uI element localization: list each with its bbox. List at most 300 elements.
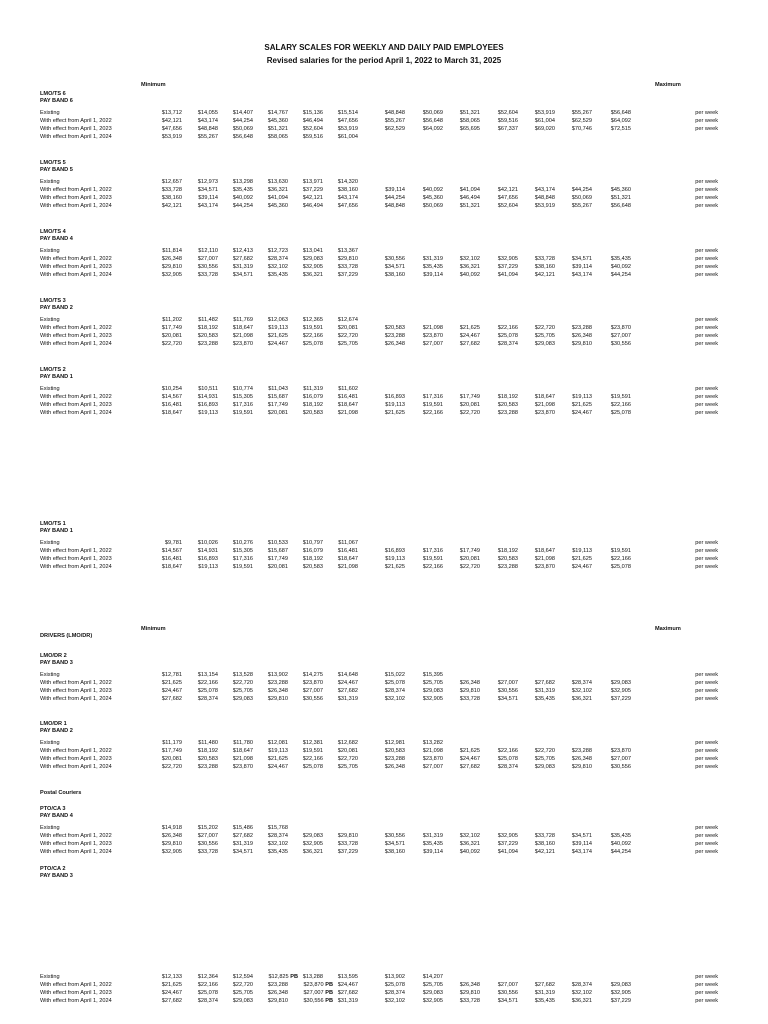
salary-value: $43,174 [197, 203, 218, 209]
salary-value: $12,594 [232, 974, 253, 980]
salary-value: $14,931 [197, 394, 218, 400]
salary-value: $22,720 [161, 764, 182, 770]
salary-value: $13,288 [302, 974, 323, 980]
salary-value: $23,288 [267, 982, 288, 988]
salary-value: $29,083 [534, 764, 555, 770]
salary-value: $62,529 [384, 126, 405, 132]
salary-value: $36,321 [267, 187, 288, 193]
per-week-label: per week [695, 556, 718, 562]
salary-value: $35,435 [534, 696, 555, 702]
salary-value: $39,114 [423, 272, 443, 278]
salary-value: $23,870 [422, 333, 443, 339]
per-week-label: per week [695, 341, 718, 347]
salary-value: $62,529 [571, 118, 592, 124]
salary-value: $11,769 [233, 317, 253, 323]
salary-row [0, 125, 768, 133]
salary-row [0, 178, 768, 186]
salary-value: $29,083 [534, 341, 555, 347]
salary-value: $20,081 [267, 410, 288, 416]
row-label: With effect from April 1, 2023 [40, 333, 112, 339]
salary-value: $20,081 [337, 325, 358, 331]
salary-value: $11,067 [338, 540, 358, 546]
salary-row [0, 539, 768, 547]
salary-value: $21,098 [337, 564, 358, 570]
salary-value: $25,078 [610, 564, 631, 570]
salary-value: $22,720 [161, 341, 182, 347]
salary-value: $28,374 [197, 696, 218, 702]
salary-value: $19,113 [572, 394, 592, 400]
salary-value: $30,556 [302, 696, 323, 702]
salary-value: $27,682 [161, 998, 182, 1004]
salary-value: $14,567 [161, 394, 182, 400]
salary-value: $53,919 [534, 203, 555, 209]
salary-value: $27,007 [610, 756, 631, 762]
pay-band-label: PAY BAND 5 [40, 167, 73, 173]
salary-value: $18,192 [302, 402, 323, 408]
salary-row [0, 340, 768, 348]
salary-value: $31,319 [337, 998, 358, 1004]
salary-value: $24,467 [571, 410, 592, 416]
salary-value: $39,114 [198, 195, 218, 201]
salary-value: $13,154 [197, 672, 218, 678]
salary-value: $48,848 [534, 195, 555, 201]
per-week-label: per week [695, 325, 718, 331]
salary-value: $20,081 [161, 756, 182, 762]
salary-value: $34,571 [497, 696, 518, 702]
per-week-label: per week [695, 126, 718, 132]
salary-value: $19,591 [422, 556, 443, 562]
row-label: With effect from April 1, 2024 [40, 696, 112, 702]
salary-value: $11,202 [162, 317, 182, 323]
row-label: With effect from April 1, 2022 [40, 118, 112, 124]
salary-row [0, 324, 768, 332]
salary-value: $17,749 [161, 325, 182, 331]
salary-row [0, 563, 768, 571]
row-label: With effect from April 1, 2024 [40, 203, 112, 209]
salary-row [0, 695, 768, 703]
salary-value: $32,102 [267, 264, 288, 270]
salary-row [0, 117, 768, 125]
salary-value: $26,348 [161, 256, 182, 262]
salary-row [0, 186, 768, 194]
pb-marker: PB [325, 990, 333, 996]
salary-value: $28,374 [384, 990, 405, 996]
row-label: With effect from April 1, 2024 [40, 134, 112, 140]
salary-row [0, 763, 768, 771]
salary-value: $21,098 [337, 410, 358, 416]
salary-value: $29,810 [161, 264, 182, 270]
row-label: With effect from April 1, 2023 [40, 126, 112, 132]
salary-value: $25,078 [197, 990, 218, 996]
salary-value: $51,321 [267, 126, 288, 132]
salary-value: $10,026 [197, 540, 218, 546]
salary-value: $18,647 [534, 394, 555, 400]
salary-value: $22,166 [302, 333, 323, 339]
salary-value: $33,728 [197, 849, 218, 855]
salary-value: $29,083 [422, 990, 443, 996]
salary-value: $29,810 [337, 256, 358, 262]
row-label: With effect from April 1, 2022 [40, 325, 112, 331]
salary-row [0, 997, 768, 1005]
salary-value: $26,348 [267, 688, 288, 694]
salary-value: $70,746 [571, 126, 592, 132]
salary-value: $27,682 [337, 990, 358, 996]
salary-value: $22,166 [610, 402, 631, 408]
salary-value: $16,481 [161, 402, 182, 408]
per-week-label: per week [695, 849, 718, 855]
salary-value: $21,625 [384, 564, 405, 570]
salary-value: $21,625 [267, 333, 288, 339]
salary-value: $29,810 [267, 696, 288, 702]
row-label: With effect from April 1, 2023 [40, 990, 112, 996]
salary-row [0, 547, 768, 555]
row-label: Existing [40, 248, 60, 254]
maximum-header: Maximum [655, 82, 681, 88]
salary-value: $26,348 [459, 680, 480, 686]
salary-value: $58,065 [459, 118, 480, 124]
salary-value: $11,482 [198, 317, 218, 323]
salary-value: $19,591 [422, 402, 443, 408]
row-label: With effect from April 1, 2022 [40, 394, 112, 400]
salary-value: $28,374 [497, 341, 518, 347]
salary-value: $12,682 [337, 740, 358, 746]
salary-value: $19,591 [302, 748, 323, 754]
document-subtitle: Revised salaries for the period April 1, 2022 to March 31, 2025 [266, 56, 502, 65]
salary-value: $34,571 [571, 833, 592, 839]
salary-value: $25,705 [422, 680, 443, 686]
salary-value: $36,321 [571, 998, 592, 1004]
salary-value: $64,092 [422, 126, 443, 132]
salary-value: $15,768 [267, 825, 288, 831]
salary-value: $12,781 [161, 672, 182, 678]
salary-value: $32,905 [610, 990, 631, 996]
per-week-label: per week [695, 386, 718, 392]
salary-value: $23,288 [497, 564, 518, 570]
minimum-header-drivers: Minimum [141, 626, 166, 632]
per-week-label: per week [695, 402, 718, 408]
group-name: LMO/TS 2 [40, 367, 66, 373]
salary-value: $30,556 [384, 833, 405, 839]
row-label: With effect from April 1, 2024 [40, 410, 112, 416]
salary-value: $22,720 [232, 680, 253, 686]
salary-value: $55,267 [571, 203, 592, 209]
salary-value: $20,081 [459, 402, 480, 408]
group-name: LMO/TS 5 [40, 160, 66, 166]
salary-value: $29,810 [459, 990, 480, 996]
salary-value: $18,647 [232, 325, 253, 331]
salary-value: $22,720 [459, 564, 480, 570]
salary-value: $51,321 [459, 110, 480, 116]
salary-value: $24,467 [267, 764, 288, 770]
salary-value: $21,625 [459, 748, 480, 754]
salary-value: $32,905 [161, 272, 182, 278]
salary-value: $27,682 [232, 833, 253, 839]
per-week-label: per week [695, 825, 718, 831]
salary-value: $14,918 [161, 825, 182, 831]
salary-value: $20,081 [161, 333, 182, 339]
salary-value: $31,319 [422, 256, 443, 262]
salary-value: $28,374 [267, 833, 288, 839]
per-week-label: per week [695, 998, 718, 1004]
salary-value: $20,583 [302, 564, 323, 570]
salary-value: $17,316 [232, 402, 253, 408]
salary-value: $9,781 [164, 540, 182, 546]
salary-value: $27,007 [497, 982, 518, 988]
row-label: Existing [40, 740, 60, 746]
salary-value: $14,648 [337, 672, 358, 678]
salary-value: $19,113 [385, 556, 405, 562]
salary-value: $27,682 [161, 696, 182, 702]
salary-value: $42,121 [497, 187, 518, 193]
salary-value: $33,728 [534, 256, 555, 262]
salary-value: $25,705 [337, 341, 358, 347]
salary-value: $46,494 [302, 203, 323, 209]
salary-value: $41,094 [497, 849, 518, 855]
salary-value: $43,174 [197, 118, 218, 124]
salary-row [0, 840, 768, 848]
salary-value: $65,695 [459, 126, 480, 132]
salary-value: $12,973 [197, 179, 218, 185]
row-label: With effect from April 1, 2024 [40, 849, 112, 855]
salary-value: $25,705 [422, 982, 443, 988]
salary-value: $40,092 [610, 264, 631, 270]
salary-value: $19,113 [268, 325, 288, 331]
salary-value: $19,113 [198, 564, 218, 570]
salary-value: $10,774 [232, 386, 253, 392]
pay-band-label: PAY BAND 1 [40, 374, 73, 380]
salary-value: $12,657 [161, 179, 182, 185]
salary-value: $16,893 [384, 548, 405, 554]
per-week-label: per week [695, 333, 718, 339]
salary-value: $36,321 [571, 696, 592, 702]
pay-band-label: PAY BAND 3 [40, 660, 73, 666]
salary-value: $27,682 [459, 341, 480, 347]
salary-value: $41,094 [459, 187, 480, 193]
salary-value: $35,435 [610, 256, 631, 262]
salary-value: $45,360 [267, 118, 288, 124]
salary-value: $53,919 [161, 134, 182, 140]
salary-row [0, 973, 768, 981]
salary-value: $26,348 [384, 764, 405, 770]
salary-value: $22,720 [459, 410, 480, 416]
salary-value: $18,192 [302, 556, 323, 562]
salary-value: $22,720 [534, 325, 555, 331]
salary-value: $22,166 [610, 556, 631, 562]
group-name: PTO/CA 3 [40, 806, 66, 812]
salary-value: $12,063 [267, 317, 288, 323]
pb-marker: PB [325, 982, 333, 988]
salary-value: $15,395 [422, 672, 443, 678]
row-label: With effect from April 1, 2024 [40, 564, 112, 570]
salary-value: $25,705 [337, 764, 358, 770]
salary-value: $21,625 [161, 680, 182, 686]
salary-value: $22,166 [422, 564, 443, 570]
salary-value: $14,567 [161, 548, 182, 554]
maximum-header-drivers: Maximum [655, 626, 681, 632]
row-label: With effect from April 1, 2023 [40, 195, 112, 201]
salary-value: $22,720 [534, 748, 555, 754]
pay-band-label: PAY BAND 2 [40, 305, 73, 311]
salary-value: $18,647 [337, 556, 358, 562]
salary-value: $19,591 [302, 325, 323, 331]
salary-value: $28,374 [571, 680, 592, 686]
row-label: Existing [40, 672, 60, 678]
per-week-label: per week [695, 672, 718, 678]
pay-band-label: PAY BAND 3 [40, 873, 73, 879]
salary-value: $48,848 [384, 203, 405, 209]
salary-value: $25,078 [384, 982, 405, 988]
salary-value: $31,319 [232, 264, 253, 270]
salary-value: $20,583 [384, 748, 405, 754]
salary-value: $41,094 [497, 272, 518, 278]
salary-value: $47,656 [337, 118, 358, 124]
salary-value: $32,905 [161, 849, 182, 855]
salary-value: $20,583 [497, 556, 518, 562]
salary-value: $16,893 [384, 394, 405, 400]
salary-value: $33,728 [337, 264, 358, 270]
salary-value: $45,360 [267, 203, 288, 209]
salary-value: $24,467 [459, 756, 480, 762]
group-name: PTO/CA 2 [40, 866, 66, 872]
salary-value: $31,319 [232, 841, 253, 847]
salary-value: $43,174 [571, 849, 592, 855]
salary-value: $21,625 [384, 410, 405, 416]
salary-value: $31,319 [422, 833, 443, 839]
per-week-label: per week [695, 740, 718, 746]
postal-couriers-heading: Postal Couriers [40, 790, 82, 796]
per-week-label: per week [695, 394, 718, 400]
salary-value: $10,511 [198, 386, 218, 392]
salary-value: $24,467 [337, 680, 358, 686]
salary-value: $34,571 [384, 841, 405, 847]
salary-value: $39,114 [385, 187, 405, 193]
salary-value: $20,583 [384, 325, 405, 331]
salary-value: $27,682 [337, 688, 358, 694]
salary-value: $20,583 [497, 402, 518, 408]
salary-value: $25,705 [232, 688, 253, 694]
salary-value: $17,749 [161, 748, 182, 754]
salary-value: $37,229 [610, 998, 631, 1004]
salary-value: $23,288 [571, 748, 592, 754]
salary-value: $33,728 [337, 841, 358, 847]
salary-value: $34,571 [232, 849, 253, 855]
salary-value: $56,648 [422, 118, 443, 124]
salary-value: $31,319 [534, 688, 555, 694]
salary-value: $37,229 [497, 841, 518, 847]
salary-row [0, 832, 768, 840]
salary-value: $42,121 [534, 272, 555, 278]
salary-value: $19,591 [610, 394, 631, 400]
salary-value: $22,166 [422, 410, 443, 416]
salary-value: $39,114 [572, 264, 592, 270]
salary-row [0, 263, 768, 271]
per-week-label: per week [695, 195, 718, 201]
salary-value: $41,094 [267, 195, 288, 201]
salary-row [0, 755, 768, 763]
salary-value: $29,083 [422, 688, 443, 694]
salary-value: $25,705 [534, 333, 555, 339]
salary-value: $27,007 [197, 833, 218, 839]
per-week-label: per week [695, 410, 718, 416]
salary-value: $50,069 [571, 195, 592, 201]
salary-value: $32,905 [610, 688, 631, 694]
salary-value: $34,571 [384, 264, 405, 270]
salary-value: $24,467 [161, 990, 182, 996]
row-label: With effect from April 1, 2022 [40, 680, 112, 686]
salary-amount: $30,556 PB [303, 998, 333, 1004]
salary-value: $24,467 [459, 333, 480, 339]
salary-value: $14,320 [337, 179, 358, 185]
salary-row [0, 679, 768, 687]
salary-value: $39,114 [423, 849, 443, 855]
salary-value: $40,092 [459, 849, 480, 855]
per-week-label: per week [695, 696, 718, 702]
salary-value: $12,081 [267, 740, 288, 746]
group-name: LMO/DR 1 [40, 721, 67, 727]
row-label: With effect from April 1, 2022 [40, 982, 112, 988]
salary-value: $12,674 [337, 317, 358, 323]
salary-value: $32,905 [497, 833, 518, 839]
salary-value: $20,081 [459, 556, 480, 562]
salary-value: $14,407 [232, 110, 253, 116]
salary-row [0, 824, 768, 832]
salary-value: $16,481 [337, 394, 358, 400]
per-week-label: per week [695, 548, 718, 554]
salary-value: $11,043 [268, 386, 288, 392]
salary-value: $11,319 [303, 386, 323, 392]
salary-value: $32,102 [384, 998, 405, 1004]
salary-value: $18,647 [161, 564, 182, 570]
salary-value: $23,288 [497, 410, 518, 416]
salary-value: $23,870 [232, 764, 253, 770]
row-label: Existing [40, 179, 60, 185]
salary-value: $20,583 [302, 410, 323, 416]
salary-value: $59,516 [302, 134, 323, 140]
salary-value: $15,514 [337, 110, 358, 116]
row-label: Existing [40, 386, 60, 392]
salary-value: $53,919 [534, 110, 555, 116]
salary-value: $12,981 [384, 740, 405, 746]
salary-value: $28,374 [571, 982, 592, 988]
salary-value: $27,007 [610, 333, 631, 339]
salary-value: $23,870 [232, 341, 253, 347]
row-label: With effect from April 1, 2022 [40, 748, 112, 754]
per-week-label: per week [695, 264, 718, 270]
pb-marker: PB [325, 998, 333, 1004]
salary-value: $22,166 [302, 756, 323, 762]
salary-row [0, 194, 768, 202]
salary-value: $24,467 [337, 982, 358, 988]
salary-value: $44,254 [571, 187, 592, 193]
row-label: With effect from April 1, 2024 [40, 341, 112, 347]
salary-value: $46,494 [459, 195, 480, 201]
document-title: SALARY SCALES FOR WEEKLY AND DAILY PAID EMPLOYEES [264, 43, 504, 52]
salary-value: $34,571 [232, 272, 253, 278]
row-label: With effect from April 1, 2024 [40, 764, 112, 770]
salary-value: $47,656 [161, 126, 182, 132]
salary-value: $18,192 [197, 748, 218, 754]
salary-value: $29,810 [267, 998, 288, 1004]
salary-amount: $27,007 PB [303, 990, 333, 996]
group-name: LMO/TS 4 [40, 229, 66, 235]
salary-value: $13,595 [337, 974, 358, 980]
salary-value: $30,556 [197, 841, 218, 847]
salary-value: $10,533 [267, 540, 288, 546]
salary-value: $55,267 [197, 134, 218, 140]
salary-value: $32,102 [459, 256, 480, 262]
salary-value: $20,081 [337, 748, 358, 754]
salary-value: $56,648 [232, 134, 253, 140]
